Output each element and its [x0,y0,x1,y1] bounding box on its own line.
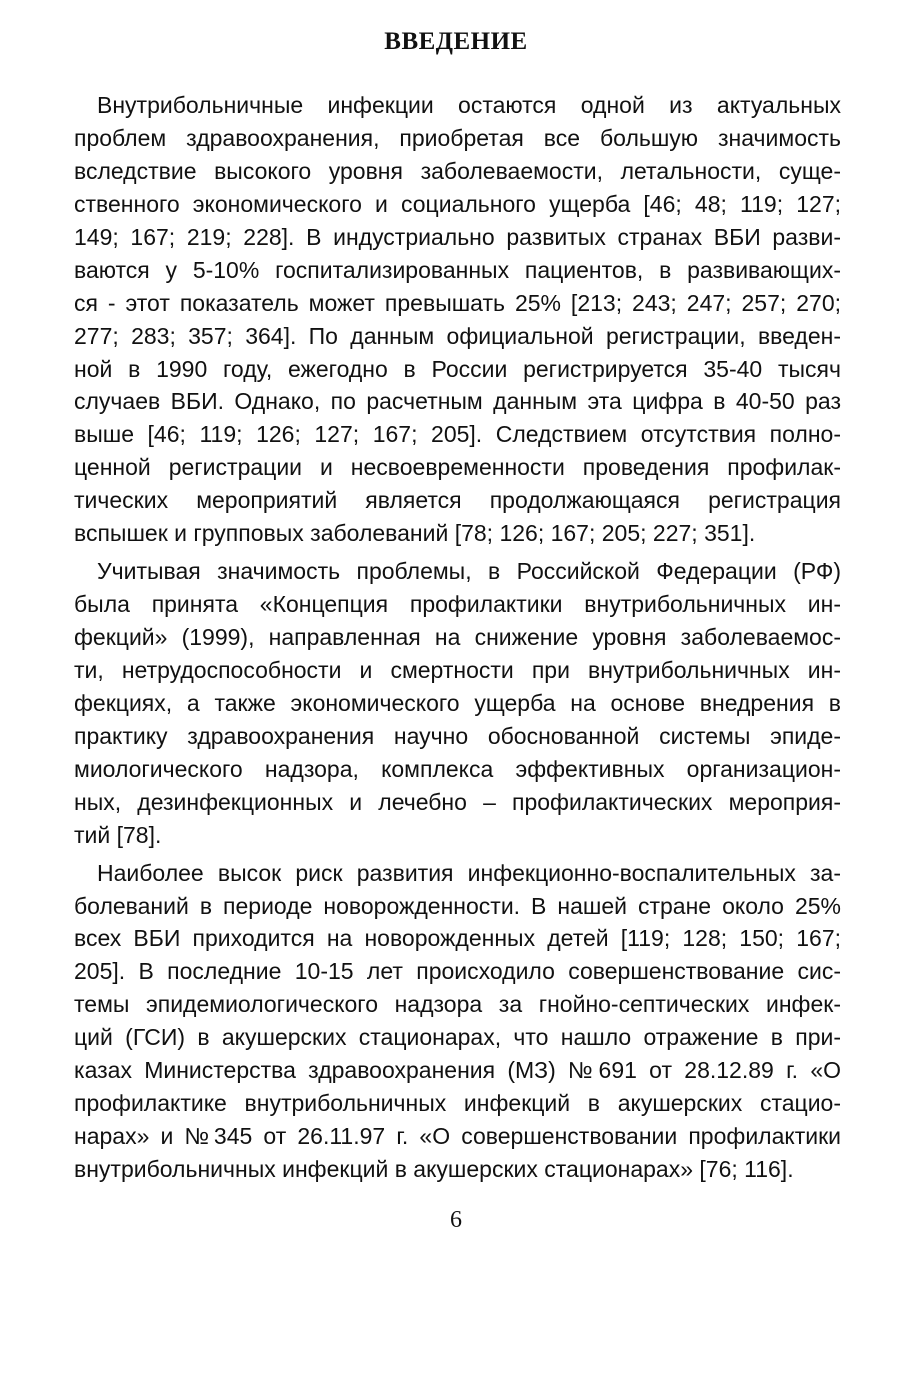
text-line: Внутрибольничные инфекции остаются одной из актуальных [97,92,841,118]
text-line: ся - этот показатель может превышать 25% [213; 243; 247; 257; 270; [74,289,841,316]
text-line: ственного экономического и социального ущерба [46; 48; 119; 127; [74,190,841,217]
text-line: темы эпидемиологического надзора за гнойно-септических инфек- [74,991,841,1018]
text-line: ной в 1990 году, ежегодно в России регистрируется 35-40 тысяч [74,355,841,382]
text-line: тий [78]. [74,821,162,848]
text-line: миологического надзора, комплекса эффективных организацион- [74,755,841,782]
paragraph-2 [74,555,841,851]
paragraph-3 [74,857,841,1186]
text-line: фекциях, а также экономического ущерба на основе внедрения в [74,689,841,716]
text-line: 205]. В последние 10-15 лет происходило совершенствование сис- [74,958,841,985]
text-line: профилактике внутрибольничных инфекций в акушерских стацио- [74,1090,841,1117]
text-line: казах Министерства здравоохранения (МЗ) №691 от 28.12.89 г. «О [74,1057,841,1084]
text-line: проблем здравоохранения, приобретая все большую значимость [74,124,841,151]
text-line: вследствие высокого уровня заболеваемости, летальности, суще- [74,157,841,184]
text-line: ваются у 5-10% госпитализированных пациентов, в развивающих- [74,256,841,283]
text-line: была принята «Концепция профилактики внутрибольничных ин- [74,591,841,618]
text-line: нарах» и №345 от 26.11.97 г. «О совершенствовании профилактики [74,1123,841,1150]
paragraph-1 [74,89,841,550]
text-line: 149; 167; 219; 228]. В индустриально развитых странах ВБИ разви- [74,223,841,250]
text-line: ценной регистрации и несвоевременности проведения профилак- [74,454,841,481]
text-line: 277; 283; 357; 364]. По данным официальной регистрации, введен- [74,322,841,349]
text-line: вспышек и групповых заболеваний [78; 126; 167; 205; 227; 351]. [74,520,756,547]
text-line: случаев ВБИ. Однако, по расчетным данным эта цифра в 40-50 раз [74,388,841,415]
page-number: 6 [450,1207,462,1233]
text-line: Учитывая значимость проблемы, в Российской Федерации (РФ) [97,558,841,585]
text-line: ных, дезинфекционных и лечебно – профилактических мероприя- [74,788,841,815]
text-line: болеваний в периоде новорожденности. В нашей стране около 25% [74,892,841,919]
body-text [74,89,841,1186]
text-line: ти, нетрудоспособности и смертности при внутрибольничных ин- [74,656,841,683]
section-heading: ВВЕДЕНИЕ [384,28,528,55]
text-line: всех ВБИ приходится на новорожденных детей [119; 128; 150; 167; [74,925,841,952]
text-line: Наиболее высок риск развития инфекционно-воспалительных за- [97,859,841,886]
text-line: тических мероприятий является продолжающаяся регистрация [74,487,841,514]
text-line: выше [46; 119; 126; 127; 167; 205]. Следствием отсутствия полно- [74,421,841,448]
text-line: практику здравоохранения научно обоснованной системы эпиде- [74,722,841,749]
text-line: внутрибольничных инфекций в акушерских стационарах» [76; 116]. [74,1156,794,1182]
text-line: ций (ГСИ) в акушерских стационарах, что нашло отражение в при- [74,1024,841,1051]
text-line: фекций» (1999), направленная на снижение уровня заболеваемос- [74,624,841,650]
